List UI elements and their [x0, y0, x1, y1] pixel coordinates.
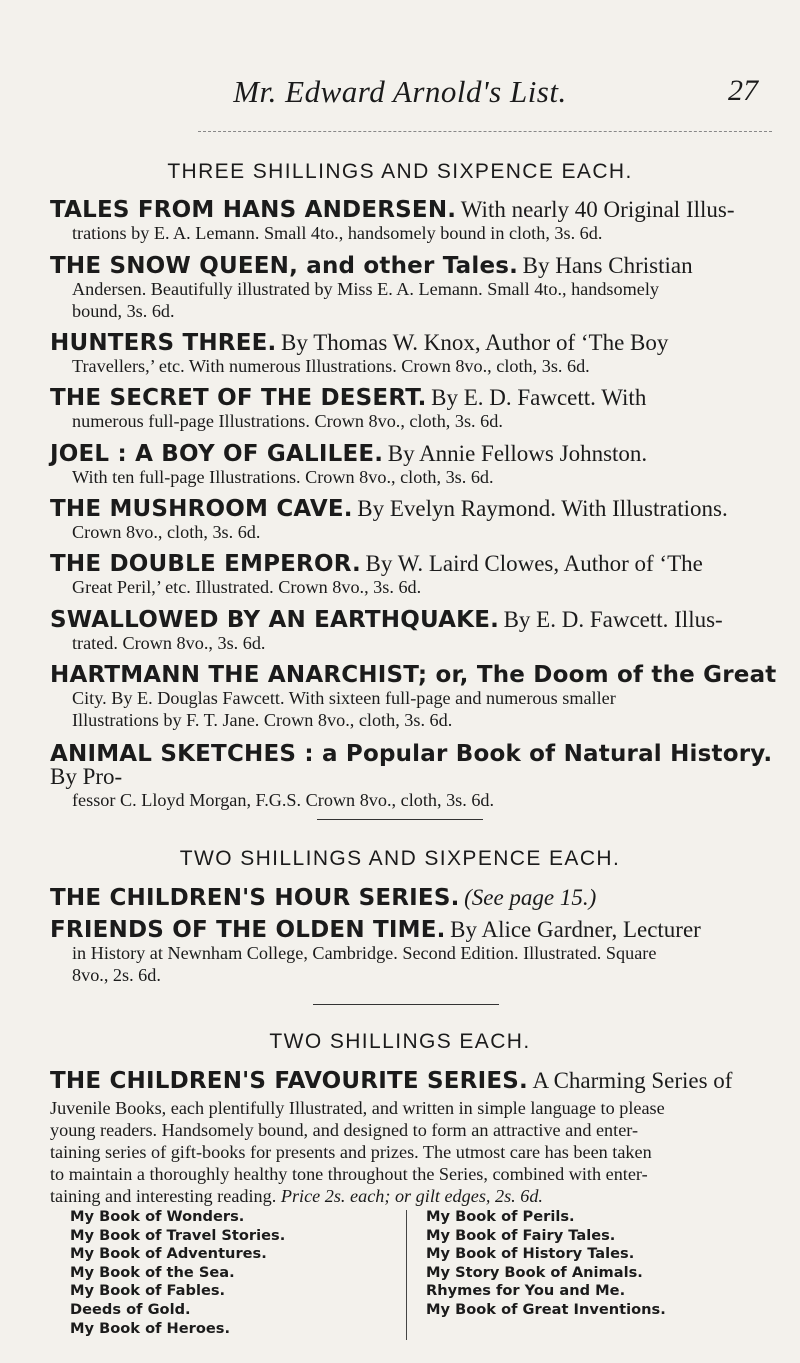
section-heading-three-shillings-sixpence: THREE SHILLINGS AND SIXPENCE EACH. — [167, 160, 633, 183]
entry-text: (See page 15.) — [464, 885, 597, 910]
entry-text: 8vo., 2s. 6d. — [72, 965, 161, 985]
entry-title: SWALLOWED BY AN EARTHQUAKE. — [50, 607, 500, 633]
entry-title: ANIMAL SKETCHES : a Popular Book of Natural History. — [50, 741, 773, 767]
entry-text: By Alice Gardner, Lecturer — [450, 917, 701, 942]
book-title: My Book of Fairy Tales. — [426, 1226, 616, 1244]
book-title: My Book of Fables. — [70, 1282, 226, 1300]
entry-friends-of-the-olden-time — [50, 919, 780, 986]
entry-the-mushroom-cave — [50, 498, 780, 543]
entry-text: By Annie Fellows Johnston. — [387, 441, 648, 466]
entry-title: THE MUSHROOM CAVE. — [50, 496, 353, 522]
series-description — [50, 1097, 780, 1207]
book-title: My Book of Great Inventions. — [426, 1300, 666, 1318]
description-line: taining series of gift-books for presents and prizes. The utmost care has been taken — [50, 1142, 652, 1162]
entry-text: bound, 3s. 6d. — [72, 301, 175, 321]
entry-text: Great Peril,’ etc. Illustrated. Crown 8vo., 3s. 6d. — [72, 577, 422, 597]
entry-text: Crown 8vo., cloth, 3s. 6d. — [72, 522, 261, 542]
book-title: My Book of History Tales. — [426, 1245, 635, 1263]
running-head — [0, 74, 800, 114]
entry-text: By Thomas W. Knox, Author of ‘The Boy — [281, 330, 669, 355]
price-note: Price 2s. each; or gilt edges, 2s. 6d. — [280, 1186, 543, 1206]
description-text: taining and interesting reading. — [50, 1186, 277, 1206]
entry-text: in History at Newnham College, Cambridge. Second Edition. Illustrated. Square — [72, 943, 657, 963]
entry-text: trations by E. A. Lemann. Small 4to., handsomely bound in cloth, 3s. 6d. — [72, 223, 603, 243]
entry-title: HUNTERS THREE. — [50, 330, 277, 356]
entry-title: HARTMANN THE ANARCHIST; or, The Doom of the Great — [50, 662, 777, 688]
entry-animal-sketches — [50, 743, 780, 811]
book-title: My Story Book of Animals. — [426, 1263, 643, 1281]
entry-title: JOEL : A BOY OF GALILEE. — [50, 441, 384, 467]
description-line: Juvenile Books, each plentifully Illustrated, and written in simple language to please — [50, 1098, 665, 1118]
entry-the-childrens-hour-series — [50, 887, 780, 910]
book-title: My Book of Perils. — [426, 1208, 575, 1225]
entry-tales-from-hans-andersen — [50, 199, 780, 244]
entry-title: THE CHILDREN'S HOUR SERIES. — [50, 885, 460, 911]
entry-text: By Pro- — [50, 764, 123, 789]
entry-text: Andersen. Beautifully illustrated by Miss E. A. Lemann. Small 4to., handsomely — [72, 279, 659, 299]
entry-title: TALES FROM HANS ANDERSEN. — [50, 197, 457, 223]
entry-text: Illustrations by F. T. Jane. Crown 8vo., cloth, 3s. 6d. — [72, 710, 453, 730]
book-title: My Book of Wonders. — [70, 1208, 245, 1225]
section-heading-two-shillings-sixpence: TWO SHILLINGS AND SIXPENCE EACH. — [179, 847, 621, 870]
description-line: to maintain a thoroughly healthy tone throughout the Series, combined with enter- — [50, 1164, 648, 1184]
entry-hunters-three — [50, 332, 780, 377]
entry-joel-a-boy-of-galilee — [50, 443, 780, 488]
entry-text: trated. Crown 8vo., 3s. 6d. — [72, 633, 266, 653]
book-title: My Book of Travel Stories. — [70, 1226, 286, 1244]
entry-text: By Evelyn Raymond. With Illustrations. — [357, 496, 728, 521]
book-title: Deeds of Gold. — [70, 1300, 191, 1318]
entry-the-secret-of-the-desert — [50, 387, 780, 432]
section-divider — [313, 1004, 499, 1005]
book-title: My Book of the Sea. — [70, 1263, 235, 1281]
page-number: 27 — [728, 74, 758, 107]
entry-text: A Charming Series of — [532, 1068, 733, 1093]
book-list-left-column — [70, 1208, 285, 1338]
entry-text: With ten full-page Illustrations. Crown 8vo., cloth, 3s. 6d. — [72, 467, 494, 487]
entry-the-double-emperor — [50, 553, 780, 598]
section-divider — [317, 819, 483, 820]
entry-text: fessor C. Lloyd Morgan, F.G.S. Crown 8vo., cloth, 3s. 6d. — [72, 790, 495, 810]
book-title: Rhymes for You and Me. — [426, 1282, 626, 1300]
entry-hartmann-the-anarchist — [50, 664, 780, 731]
column-rule — [406, 1210, 407, 1340]
book-list-right-column — [426, 1208, 666, 1320]
entry-title: FRIENDS OF THE OLDEN TIME. — [50, 917, 446, 943]
entry-text: numerous full-page Illustrations. Crown 8vo., cloth, 3s. 6d. — [72, 411, 503, 431]
book-title: My Book of Heroes. — [70, 1319, 230, 1337]
entry-text: With nearly 40 Original Illus- — [460, 197, 735, 222]
entry-swallowed-by-an-earthquake — [50, 609, 780, 654]
section-heading-two-shillings: TWO SHILLINGS EACH. — [269, 1030, 531, 1053]
entry-text: By Hans Christian — [522, 253, 693, 278]
book-title: My Book of Adventures. — [70, 1245, 267, 1263]
entry-text: By E. D. Fawcett. Illus- — [503, 607, 723, 632]
description-line — [50, 1185, 780, 1207]
running-title: Mr. Edward Arnold's List. — [233, 74, 567, 109]
description-line: young readers. Handsomely bound, and designed to form an attractive and enter- — [50, 1120, 639, 1140]
entry-text: By W. Laird Clowes, Author of ‘The — [365, 551, 703, 576]
entry-text: Travellers,’ etc. With numerous Illustrations. Crown 8vo., cloth, 3s. 6d. — [72, 356, 590, 376]
entry-text: City. By E. Douglas Fawcett. With sixteen full-page and numerous smaller — [72, 688, 616, 708]
entry-title: THE SECRET OF THE DESERT. — [50, 385, 427, 411]
entry-title: THE SNOW QUEEN, and other Tales. — [50, 253, 519, 279]
header-rule — [198, 131, 772, 133]
entry-the-childrens-favourite-series — [50, 1070, 780, 1093]
entry-text: By E. D. Fawcett. With — [431, 385, 647, 410]
entry-title: THE CHILDREN'S FAVOURITE SERIES. — [50, 1068, 528, 1094]
entry-title: THE DOUBLE EMPEROR. — [50, 551, 361, 577]
entry-the-snow-queen — [50, 255, 780, 322]
